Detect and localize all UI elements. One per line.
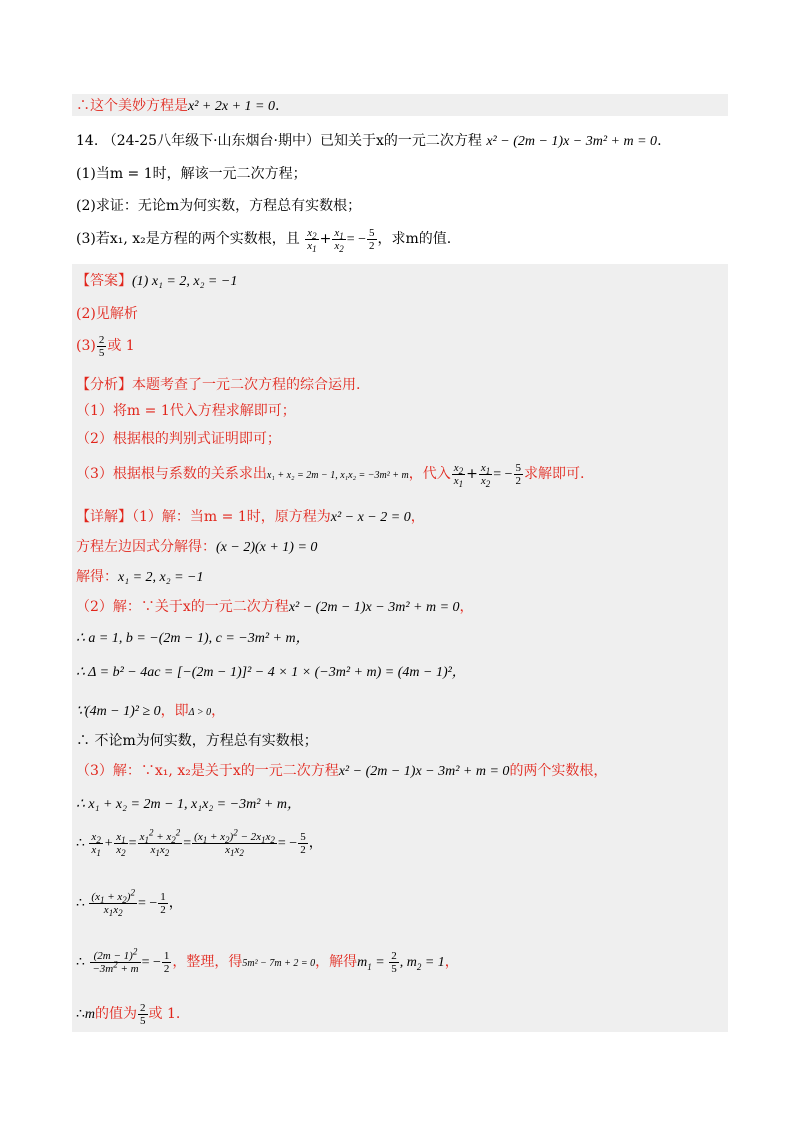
answer-line-2: (2)见解析 <box>76 306 138 322</box>
detail-line-4: （2）解：∵关于x的一元二次方程x² − (2m − 1)x − 3m² + m = 0， <box>76 599 474 615</box>
detail-line-9: （3）解：∵x₁, x₂是关于x的一元二次方程x² − (2m − 1)x − 3m² + m = 0的两个实数根， <box>76 763 608 779</box>
detail-line-2: 方程左边因式分解得：(x − 2)(x + 1) = 0 <box>76 539 318 555</box>
question-part-3: (3)若x₁, x₂是方程的两个实数根，且 $\frac{x_2}{x_1}$ + $\frac{x_1}{x_2}$ = − $\frac{5}{2}$ ，求m的值. <box>76 226 452 254</box>
answer-label: 【答案】 <box>76 273 132 289</box>
analysis-label: 【分析】 <box>76 377 132 393</box>
answer-line-3: (3) $\frac{2}{5}$ 或 1 <box>76 333 135 359</box>
detail-line-3: 解得：x₁ = 2, x₂ = −1 <box>76 569 204 585</box>
detail-label: 【详解】 <box>76 509 132 525</box>
question-number: 14. <box>76 133 99 149</box>
detail-line-12: ∴ $\frac{(x_1 + x_2)^2}{x_1x_2}$ = − $\frac{1}{2}$ ， <box>76 887 183 919</box>
detail-line-10: ∴ x₁ + x₂ = 2m − 1, x₁x₂ = −3m² + m， <box>76 797 301 812</box>
detail-line-7: ∵(4m − 1)² ≥ 0，即Δ > 0， <box>76 703 226 719</box>
frac-x2-x1: $\frac{x_2}{x_1}$ <box>307 226 317 254</box>
answer-line-1: 【答案】(1) x₁ = 2, x₂ = −1 <box>76 273 238 289</box>
question-source: （24-25八年级下·山东烟台·期中） <box>102 133 320 149</box>
detail-line-8: ∴ 不论m为何实数，方程总有实数根； <box>76 733 318 749</box>
detail-line-5: ∴ a = 1, b = −(2m − 1), c = −3m² + m， <box>76 631 310 646</box>
question-part-2: (2)求证：无论m为何实数，方程总有实数根； <box>76 198 362 214</box>
analysis-intro: 【分析】本题考查了一元二次方程的综合运用. <box>76 377 361 393</box>
detail-line-1: 【详解】（1）解：当m = 1时，原方程为x² − x − 2 = 0， <box>76 509 425 525</box>
detail-line-6: ∴ Δ = b² − 4ac = [−(2m − 1)]² − 4 × 1 × (−3m² + m) = (4m − 1)²， <box>76 665 466 680</box>
question-part-1: (1)当m = 1时，解该一元二次方程； <box>76 166 307 182</box>
detail-line-13: ∴ $\frac{(2m - 1)^2}{-3m^2 + m}$ = − $\frac{1}{2}$ ，整理，得5m² − 7m + 2 = 0，解得$m_1$ = $\frac{2}{5}$ , $m_2 = 1$， <box>76 945 459 975</box>
question-equation: x² − (2m − 1)x − 3m² + m = 0 <box>486 134 658 149</box>
prev-conclusion: ∴这个美妙方程是x² + 2x + 1 = 0. <box>76 98 280 114</box>
detail-line-14: ∴m的值为 $\frac{2}{5}$ 或 1. <box>76 1001 181 1027</box>
analysis-step-2: （2）根据根的判别式证明即可； <box>76 431 281 447</box>
analysis-step-3: （3）根据根与系数的关系求出x₁ + x₂ = 2m − 1, x₁x₂ = −3m² + m，代入 $\frac{x_2}{x_1}$ + $\frac{x_1}{x_2}$ = − $\frac{5}{2}$ 求解即可. <box>76 461 585 489</box>
question-stem: 14. （24-25八年级下·山东烟台·期中）已知关于x的一元二次方程 x² − (2m − 1)x − 3m² + m = 0. <box>76 133 662 149</box>
analysis-step-1: （1）将m = 1代入方程求解即可； <box>76 403 296 419</box>
detail-line-11: ∴ $\frac{x_2}{x_1}$ + $\frac{x_1}{x_2}$ = $\frac{x_1^2 + x_2^2}{x_1x_2}$ = $\frac{(x_1 + x_2)^2 - 2x_1x_2}{x_1x_2}$ = − $\frac{5}{2}$ ， <box>76 827 323 859</box>
